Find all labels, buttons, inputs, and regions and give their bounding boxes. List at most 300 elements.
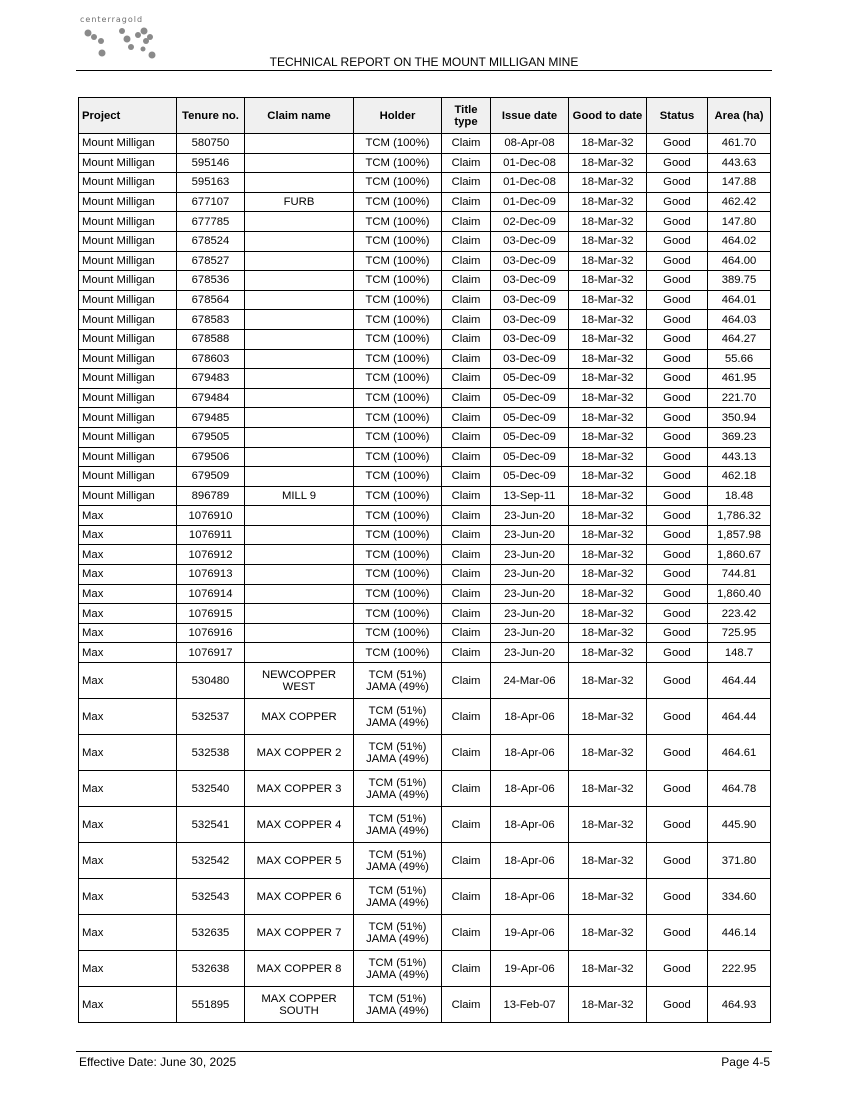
cell-area: 55.66 bbox=[708, 349, 771, 369]
cell-good-to-date: 18-Mar-32 bbox=[569, 408, 647, 428]
table-row bbox=[79, 699, 771, 735]
page-number: Page 4-5 bbox=[721, 1055, 770, 1069]
cell-holder bbox=[354, 486, 442, 506]
cell-holder bbox=[354, 604, 442, 624]
cell-title-type: Claim bbox=[442, 771, 491, 807]
effective-date: Effective Date: June 30, 2025 bbox=[79, 1055, 237, 1069]
cell-issue-date: 18-Apr-06 bbox=[491, 843, 569, 879]
cell-holder bbox=[354, 663, 442, 699]
cell-good-to-date: 18-Mar-32 bbox=[569, 153, 647, 173]
cell-title-type: Claim bbox=[442, 349, 491, 369]
cell-issue-date: 18-Apr-06 bbox=[491, 807, 569, 843]
holder-line: TCM (100%) bbox=[365, 392, 430, 405]
cell-good-to-date: 18-Mar-32 bbox=[569, 699, 647, 735]
table-row bbox=[79, 771, 771, 807]
cell-holder bbox=[354, 467, 442, 487]
cell-tenure-no: 532638 bbox=[177, 951, 245, 987]
cell-good-to-date: 18-Mar-32 bbox=[569, 545, 647, 565]
cell-project: Max bbox=[79, 735, 177, 771]
cell-area: 1,786.32 bbox=[708, 506, 771, 526]
cell-status: Good bbox=[647, 843, 708, 879]
cell-area: 1,860.40 bbox=[708, 584, 771, 604]
table-row bbox=[79, 427, 771, 447]
cell-good-to-date: 18-Mar-32 bbox=[569, 388, 647, 408]
cell-status: Good bbox=[647, 329, 708, 349]
cell-good-to-date: 18-Mar-32 bbox=[569, 467, 647, 487]
cell-holder bbox=[354, 369, 442, 389]
cell-title-type: Claim bbox=[442, 212, 491, 232]
cell-issue-date: 23-Jun-20 bbox=[491, 623, 569, 643]
table-row bbox=[79, 369, 771, 389]
cell-tenure-no: 677785 bbox=[177, 212, 245, 232]
cell-issue-date: 05-Dec-09 bbox=[491, 467, 569, 487]
cell-good-to-date: 18-Mar-32 bbox=[569, 290, 647, 310]
cell-status: Good bbox=[647, 506, 708, 526]
holder-line: TCM (100%) bbox=[365, 431, 430, 444]
table-row bbox=[79, 408, 771, 428]
holder-line: TCM (51%) bbox=[368, 884, 427, 897]
holder-line: JAMA (49%) bbox=[366, 896, 429, 909]
table-row bbox=[79, 388, 771, 408]
cell-issue-date: 03-Dec-09 bbox=[491, 349, 569, 369]
holder-line: TCM (100%) bbox=[365, 470, 430, 483]
cell-good-to-date: 18-Mar-32 bbox=[569, 427, 647, 447]
column-header-title-type: Title type bbox=[442, 98, 491, 134]
cell-tenure-no: 1076914 bbox=[177, 584, 245, 604]
cell-issue-date: 03-Dec-09 bbox=[491, 290, 569, 310]
cell-good-to-date: 18-Mar-32 bbox=[569, 915, 647, 951]
cell-area: 462.42 bbox=[708, 192, 771, 212]
cell-holder bbox=[354, 506, 442, 526]
cell-tenure-no: 678583 bbox=[177, 310, 245, 330]
cell-holder bbox=[354, 192, 442, 212]
column-header-project: Project bbox=[79, 98, 177, 134]
cell-area: 18.48 bbox=[708, 486, 771, 506]
column-header-good-to-date: Good to date bbox=[569, 98, 647, 134]
cell-status: Good bbox=[647, 369, 708, 389]
table-row bbox=[79, 271, 771, 291]
cell-tenure-no: 1076915 bbox=[177, 604, 245, 624]
cell-tenure-no: 896789 bbox=[177, 486, 245, 506]
cell-good-to-date: 18-Mar-32 bbox=[569, 212, 647, 232]
cell-area: 389.75 bbox=[708, 271, 771, 291]
cell-issue-date: 01-Dec-08 bbox=[491, 153, 569, 173]
cell-good-to-date: 18-Mar-32 bbox=[569, 486, 647, 506]
column-header-claim-name: Claim name bbox=[245, 98, 354, 134]
cell-status: Good bbox=[647, 231, 708, 251]
holder-line: JAMA (49%) bbox=[366, 932, 429, 945]
cell-holder bbox=[354, 735, 442, 771]
holder-line: JAMA (49%) bbox=[366, 860, 429, 873]
cell-status: Good bbox=[647, 545, 708, 565]
holder-line: JAMA (49%) bbox=[366, 716, 429, 729]
cell-claim-name: MAX COPPER SOUTH bbox=[245, 987, 354, 1023]
cell-holder bbox=[354, 643, 442, 663]
holder-line: TCM (51%) bbox=[368, 704, 427, 717]
cell-title-type: Claim bbox=[442, 807, 491, 843]
cell-claim-name: NEWCOPPER WEST bbox=[245, 663, 354, 699]
cell-project: Mount Milligan bbox=[79, 408, 177, 428]
table-row bbox=[79, 663, 771, 699]
cell-status: Good bbox=[647, 134, 708, 154]
holder-line: TCM (100%) bbox=[365, 568, 430, 581]
cell-title-type: Claim bbox=[442, 173, 491, 193]
cell-status: Good bbox=[647, 349, 708, 369]
cell-good-to-date: 18-Mar-32 bbox=[569, 735, 647, 771]
cell-good-to-date: 18-Mar-32 bbox=[569, 879, 647, 915]
cell-project: Mount Milligan bbox=[79, 271, 177, 291]
cell-good-to-date: 18-Mar-32 bbox=[569, 604, 647, 624]
cell-title-type: Claim bbox=[442, 369, 491, 389]
cell-holder bbox=[354, 153, 442, 173]
cell-claim-name: MAX COPPER 7 bbox=[245, 915, 354, 951]
cell-project: Max bbox=[79, 807, 177, 843]
cell-area: 461.95 bbox=[708, 369, 771, 389]
cell-project: Max bbox=[79, 545, 177, 565]
holder-line: TCM (100%) bbox=[365, 627, 430, 640]
cell-issue-date: 03-Dec-09 bbox=[491, 329, 569, 349]
cell-area: 369.23 bbox=[708, 427, 771, 447]
cell-project: Max bbox=[79, 771, 177, 807]
cell-claim-name: MAX COPPER 2 bbox=[245, 735, 354, 771]
claims-table bbox=[78, 97, 771, 1023]
table-row bbox=[79, 290, 771, 310]
cell-issue-date: 18-Apr-06 bbox=[491, 771, 569, 807]
cell-area: 464.44 bbox=[708, 663, 771, 699]
cell-holder bbox=[354, 408, 442, 428]
cell-project: Mount Milligan bbox=[79, 192, 177, 212]
cell-good-to-date: 18-Mar-32 bbox=[569, 807, 647, 843]
cell-claim-name bbox=[245, 173, 354, 193]
cell-project: Mount Milligan bbox=[79, 388, 177, 408]
cell-area: 744.81 bbox=[708, 565, 771, 585]
cell-title-type: Claim bbox=[442, 153, 491, 173]
cell-status: Good bbox=[647, 153, 708, 173]
cell-good-to-date: 18-Mar-32 bbox=[569, 192, 647, 212]
cell-area: 464.00 bbox=[708, 251, 771, 271]
cell-tenure-no: 679484 bbox=[177, 388, 245, 408]
cell-project: Mount Milligan bbox=[79, 251, 177, 271]
cell-issue-date: 23-Jun-20 bbox=[491, 643, 569, 663]
holder-line: JAMA (49%) bbox=[366, 824, 429, 837]
cell-holder bbox=[354, 699, 442, 735]
cell-tenure-no: 677107 bbox=[177, 192, 245, 212]
table-row bbox=[79, 192, 771, 212]
cell-issue-date: 23-Jun-20 bbox=[491, 584, 569, 604]
cell-claim-name bbox=[245, 231, 354, 251]
cell-tenure-no: 532540 bbox=[177, 771, 245, 807]
cell-issue-date: 18-Apr-06 bbox=[491, 879, 569, 915]
cell-status: Good bbox=[647, 735, 708, 771]
table-row bbox=[79, 987, 771, 1023]
cell-title-type: Claim bbox=[442, 699, 491, 735]
cell-area: 464.44 bbox=[708, 699, 771, 735]
holder-line: TCM (100%) bbox=[365, 489, 430, 502]
cell-claim-name bbox=[245, 369, 354, 389]
cell-status: Good bbox=[647, 173, 708, 193]
header-divider bbox=[76, 70, 772, 71]
cell-project: Max bbox=[79, 879, 177, 915]
holder-line: TCM (51%) bbox=[368, 668, 427, 681]
cell-title-type: Claim bbox=[442, 427, 491, 447]
cell-area: 371.80 bbox=[708, 843, 771, 879]
cell-claim-name bbox=[245, 134, 354, 154]
cell-good-to-date: 18-Mar-32 bbox=[569, 643, 647, 663]
holder-line: TCM (51%) bbox=[368, 956, 427, 969]
cell-status: Good bbox=[647, 447, 708, 467]
table-row bbox=[79, 173, 771, 193]
cell-title-type: Claim bbox=[442, 623, 491, 643]
cell-area: 464.61 bbox=[708, 735, 771, 771]
cell-project: Mount Milligan bbox=[79, 427, 177, 447]
holder-line: TCM (51%) bbox=[368, 740, 427, 753]
cell-claim-name: FURB bbox=[245, 192, 354, 212]
cell-project: Mount Milligan bbox=[79, 153, 177, 173]
cell-tenure-no: 530480 bbox=[177, 663, 245, 699]
cell-claim-name bbox=[245, 388, 354, 408]
cell-holder bbox=[354, 565, 442, 585]
cell-tenure-no: 1076916 bbox=[177, 623, 245, 643]
cell-area: 464.78 bbox=[708, 771, 771, 807]
cell-project: Max bbox=[79, 525, 177, 545]
cell-title-type: Claim bbox=[442, 251, 491, 271]
holder-line: TCM (100%) bbox=[365, 548, 430, 561]
cell-area: 464.03 bbox=[708, 310, 771, 330]
cell-status: Good bbox=[647, 467, 708, 487]
cell-title-type: Claim bbox=[442, 329, 491, 349]
cell-holder bbox=[354, 349, 442, 369]
cell-claim-name bbox=[245, 310, 354, 330]
cell-claim-name bbox=[245, 447, 354, 467]
cell-holder bbox=[354, 173, 442, 193]
cell-tenure-no: 679505 bbox=[177, 427, 245, 447]
holder-line: TCM (100%) bbox=[365, 235, 430, 248]
cell-issue-date: 18-Apr-06 bbox=[491, 699, 569, 735]
cell-tenure-no: 532542 bbox=[177, 843, 245, 879]
cell-title-type: Claim bbox=[442, 271, 491, 291]
cell-project: Max bbox=[79, 506, 177, 526]
table-row bbox=[79, 467, 771, 487]
cell-claim-name bbox=[245, 271, 354, 291]
cell-project: Mount Milligan bbox=[79, 173, 177, 193]
cell-tenure-no: 595163 bbox=[177, 173, 245, 193]
cell-claim-name: MAX COPPER 5 bbox=[245, 843, 354, 879]
cell-project: Max bbox=[79, 951, 177, 987]
cell-issue-date: 03-Dec-09 bbox=[491, 231, 569, 251]
cell-project: Max bbox=[79, 663, 177, 699]
cell-claim-name bbox=[245, 545, 354, 565]
cell-holder bbox=[354, 623, 442, 643]
cell-tenure-no: 595146 bbox=[177, 153, 245, 173]
holder-line: TCM (100%) bbox=[365, 509, 430, 522]
holder-line: JAMA (49%) bbox=[366, 752, 429, 765]
cell-status: Good bbox=[647, 807, 708, 843]
cell-claim-name bbox=[245, 623, 354, 643]
holder-line: TCM (100%) bbox=[365, 450, 430, 463]
cell-area: 147.80 bbox=[708, 212, 771, 232]
table-row bbox=[79, 134, 771, 154]
cell-title-type: Claim bbox=[442, 584, 491, 604]
cell-holder bbox=[354, 329, 442, 349]
table-row bbox=[79, 525, 771, 545]
cell-title-type: Claim bbox=[442, 408, 491, 428]
cell-project: Mount Milligan bbox=[79, 212, 177, 232]
cell-tenure-no: 1076912 bbox=[177, 545, 245, 565]
cell-area: 223.42 bbox=[708, 604, 771, 624]
cell-holder bbox=[354, 447, 442, 467]
cell-issue-date: 19-Apr-06 bbox=[491, 915, 569, 951]
cell-issue-date: 18-Apr-06 bbox=[491, 735, 569, 771]
cell-area: 148.7 bbox=[708, 643, 771, 663]
cell-tenure-no: 532541 bbox=[177, 807, 245, 843]
cell-status: Good bbox=[647, 525, 708, 545]
cell-good-to-date: 18-Mar-32 bbox=[569, 987, 647, 1023]
cell-area: 221.70 bbox=[708, 388, 771, 408]
cell-holder bbox=[354, 545, 442, 565]
cell-holder bbox=[354, 134, 442, 154]
cell-area: 446.14 bbox=[708, 915, 771, 951]
cell-status: Good bbox=[647, 408, 708, 428]
cell-good-to-date: 18-Mar-32 bbox=[569, 310, 647, 330]
cell-issue-date: 01-Dec-09 bbox=[491, 192, 569, 212]
cell-project: Max bbox=[79, 604, 177, 624]
cell-holder bbox=[354, 951, 442, 987]
holder-line: JAMA (49%) bbox=[366, 680, 429, 693]
cell-issue-date: 05-Dec-09 bbox=[491, 388, 569, 408]
cell-holder bbox=[354, 310, 442, 330]
cell-tenure-no: 678564 bbox=[177, 290, 245, 310]
logo-wordmark: centerragold bbox=[80, 15, 144, 24]
cell-issue-date: 02-Dec-09 bbox=[491, 212, 569, 232]
cell-project: Mount Milligan bbox=[79, 290, 177, 310]
cell-status: Good bbox=[647, 388, 708, 408]
holder-line: TCM (51%) bbox=[368, 920, 427, 933]
cell-title-type: Claim bbox=[442, 134, 491, 154]
cell-status: Good bbox=[647, 663, 708, 699]
cell-title-type: Claim bbox=[442, 192, 491, 212]
cell-holder bbox=[354, 771, 442, 807]
holder-line: TCM (100%) bbox=[365, 607, 430, 620]
cell-good-to-date: 18-Mar-32 bbox=[569, 663, 647, 699]
holder-line: TCM (100%) bbox=[365, 254, 430, 267]
cell-claim-name: MAX COPPER 8 bbox=[245, 951, 354, 987]
cell-issue-date: 01-Dec-08 bbox=[491, 173, 569, 193]
holder-line: TCM (100%) bbox=[365, 352, 430, 365]
holder-line: TCM (100%) bbox=[365, 176, 430, 189]
holder-line: TCM (100%) bbox=[365, 529, 430, 542]
cell-good-to-date: 18-Mar-32 bbox=[569, 951, 647, 987]
cell-good-to-date: 18-Mar-32 bbox=[569, 525, 647, 545]
cell-title-type: Claim bbox=[442, 604, 491, 624]
cell-title-type: Claim bbox=[442, 951, 491, 987]
cell-issue-date: 05-Dec-09 bbox=[491, 408, 569, 428]
cell-status: Good bbox=[647, 310, 708, 330]
cell-project: Mount Milligan bbox=[79, 486, 177, 506]
cell-claim-name: MAX COPPER 3 bbox=[245, 771, 354, 807]
table-row bbox=[79, 807, 771, 843]
cell-good-to-date: 18-Mar-32 bbox=[569, 771, 647, 807]
cell-tenure-no: 532635 bbox=[177, 915, 245, 951]
holder-line: TCM (100%) bbox=[365, 646, 430, 659]
cell-good-to-date: 18-Mar-32 bbox=[569, 369, 647, 389]
cell-good-to-date: 18-Mar-32 bbox=[569, 134, 647, 154]
cell-claim-name: MILL 9 bbox=[245, 486, 354, 506]
cell-project: Mount Milligan bbox=[79, 349, 177, 369]
cell-area: 443.63 bbox=[708, 153, 771, 173]
cell-tenure-no: 679483 bbox=[177, 369, 245, 389]
cell-title-type: Claim bbox=[442, 388, 491, 408]
cell-status: Good bbox=[647, 271, 708, 291]
cell-holder bbox=[354, 915, 442, 951]
table-row bbox=[79, 349, 771, 369]
cell-project: Max bbox=[79, 915, 177, 951]
table-row bbox=[79, 879, 771, 915]
cell-project: Max bbox=[79, 565, 177, 585]
cell-issue-date: 05-Dec-09 bbox=[491, 447, 569, 467]
cell-area: 462.18 bbox=[708, 467, 771, 487]
cell-tenure-no: 1076910 bbox=[177, 506, 245, 526]
holder-line: TCM (100%) bbox=[365, 196, 430, 209]
cell-tenure-no: 679506 bbox=[177, 447, 245, 467]
table-row bbox=[79, 915, 771, 951]
cell-status: Good bbox=[647, 604, 708, 624]
cell-claim-name bbox=[245, 506, 354, 526]
cell-claim-name: MAX COPPER 4 bbox=[245, 807, 354, 843]
cell-good-to-date: 18-Mar-32 bbox=[569, 584, 647, 604]
cell-tenure-no: 580750 bbox=[177, 134, 245, 154]
cell-project: Max bbox=[79, 623, 177, 643]
cell-project: Mount Milligan bbox=[79, 134, 177, 154]
cell-title-type: Claim bbox=[442, 915, 491, 951]
cell-title-type: Claim bbox=[442, 525, 491, 545]
report-title: TECHNICAL REPORT ON THE MOUNT MILLIGAN MINE bbox=[269, 55, 579, 69]
cell-status: Good bbox=[647, 643, 708, 663]
table-row bbox=[79, 212, 771, 232]
cell-area: 464.02 bbox=[708, 231, 771, 251]
cell-tenure-no: 678524 bbox=[177, 231, 245, 251]
cell-good-to-date: 18-Mar-32 bbox=[569, 251, 647, 271]
holder-line: TCM (100%) bbox=[365, 274, 430, 287]
cell-issue-date: 23-Jun-20 bbox=[491, 525, 569, 545]
cell-claim-name bbox=[245, 604, 354, 624]
cell-title-type: Claim bbox=[442, 467, 491, 487]
cell-area: 464.01 bbox=[708, 290, 771, 310]
footer-divider bbox=[76, 1051, 772, 1052]
cell-area: 464.27 bbox=[708, 329, 771, 349]
cell-claim-name bbox=[245, 329, 354, 349]
cell-good-to-date: 18-Mar-32 bbox=[569, 447, 647, 467]
table-row bbox=[79, 251, 771, 271]
cell-title-type: Claim bbox=[442, 879, 491, 915]
cell-title-type: Claim bbox=[442, 843, 491, 879]
cell-tenure-no: 551895 bbox=[177, 987, 245, 1023]
cell-area: 461.70 bbox=[708, 134, 771, 154]
cell-holder bbox=[354, 525, 442, 545]
cell-area: 443.13 bbox=[708, 447, 771, 467]
table-row bbox=[79, 447, 771, 467]
cell-holder bbox=[354, 987, 442, 1023]
table-row bbox=[79, 735, 771, 771]
holder-line: JAMA (49%) bbox=[366, 968, 429, 981]
holder-line: TCM (100%) bbox=[365, 333, 430, 346]
cell-title-type: Claim bbox=[442, 735, 491, 771]
cell-tenure-no: 532543 bbox=[177, 879, 245, 915]
cell-holder bbox=[354, 388, 442, 408]
cell-claim-name bbox=[245, 643, 354, 663]
cell-project: Max bbox=[79, 643, 177, 663]
table-row bbox=[79, 329, 771, 349]
cell-issue-date: 03-Dec-09 bbox=[491, 271, 569, 291]
